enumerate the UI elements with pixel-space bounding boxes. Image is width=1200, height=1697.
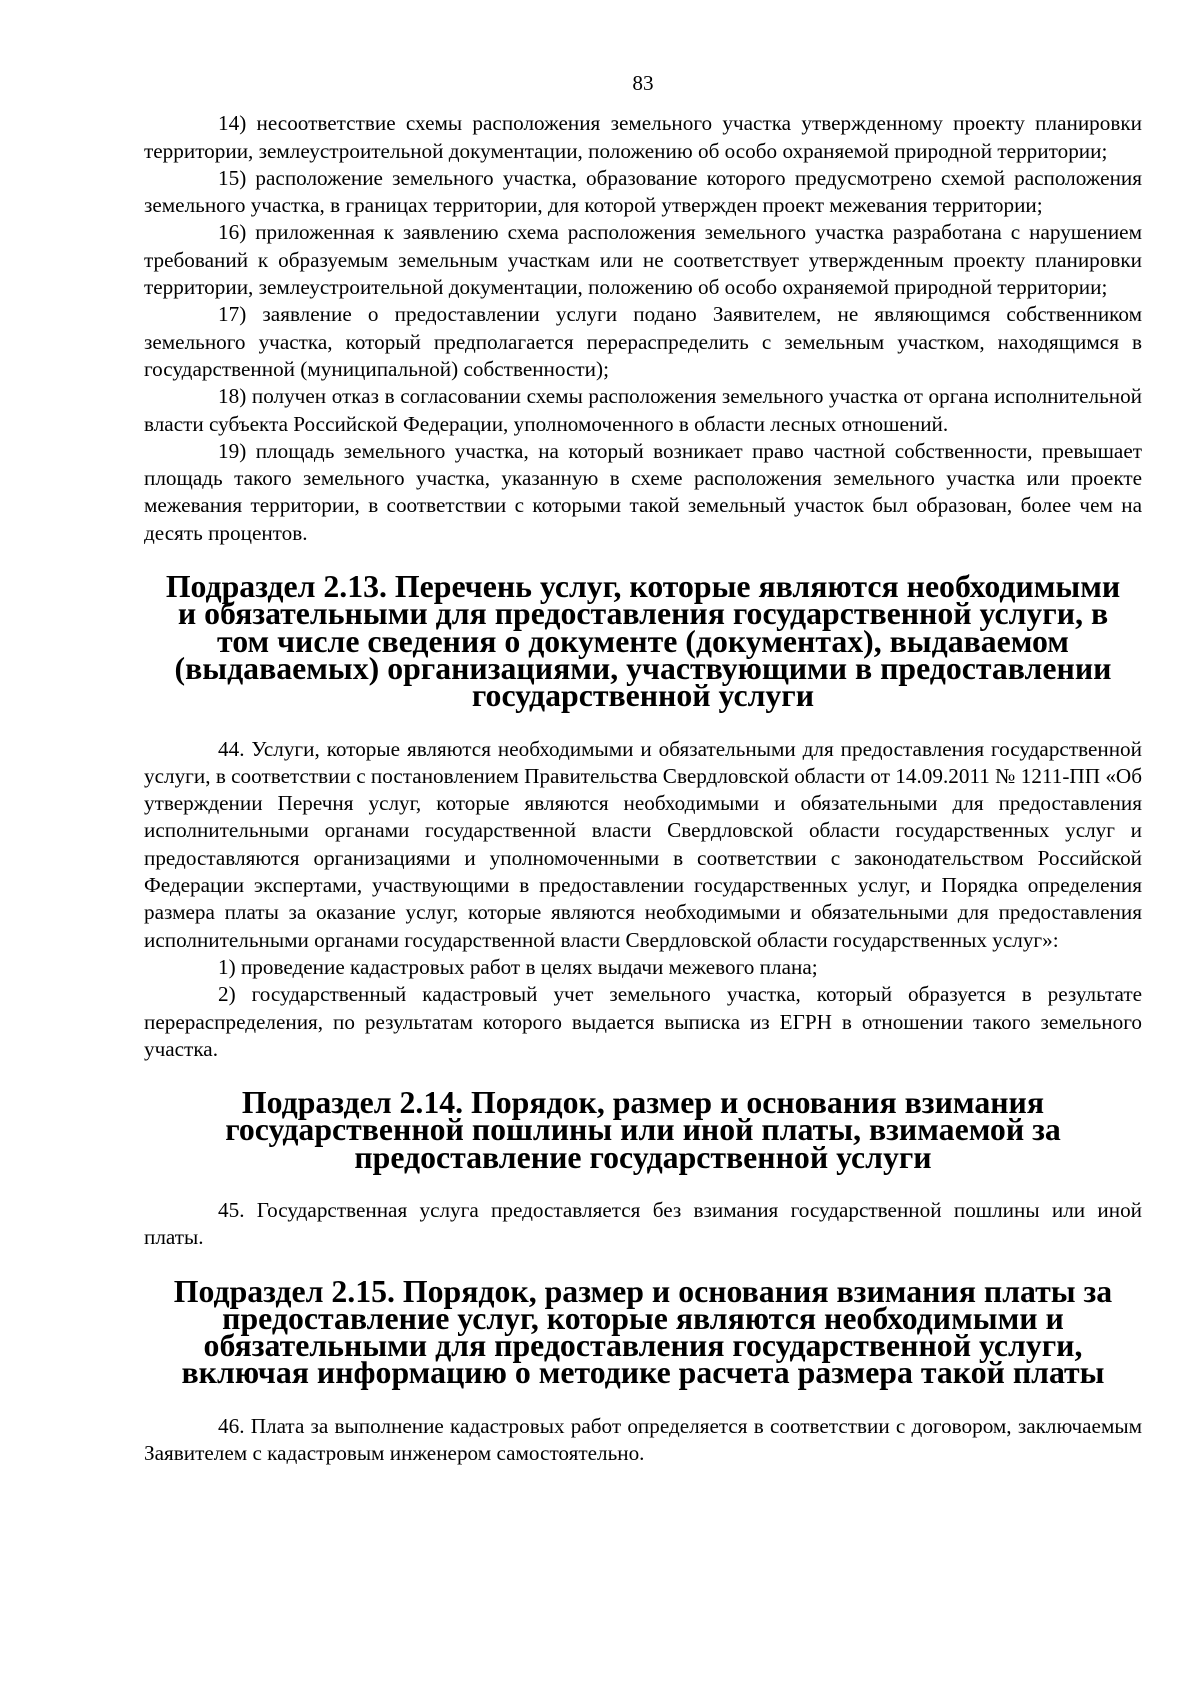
paragraph-44: 44. Услуги, которые являются необходимыми и обязательными для предоставления государственной услуги, в соответствии с постановлением Правительства Свердловской области от 14.09.2011 № 1211-ПП «Об утверждении Перечня услуг, которые являются необходимыми и обязательными для предоставления исполнительными органами государственной власти Свердловской области государственных услуг и предоставляются организациями и уполномоченными в соответствии с законодательством Российской Федерации экспертами, участвующими в предоставлении государственных услуг, и Порядка определения размера платы за оказание услуг, которые являются необходимыми и обязательными для предоставления исполнительными органами государственной власти Свердловской области государственных услуг»: [144,736,1142,952]
section-heading-2-14: Подраздел 2.14. Порядок, размер и основания взимания государственной пошлины или иной платы, взимаемой за предоставление государственной услуги [225,1085,1061,1175]
list-item-18: 18) получен отказ в согласовании схемы расположения земельного участка от органа исполнительной власти субъекта Российской Федерации, уполномоченного в области лесных отношений. [144,384,1142,436]
list-item-14: 14) несоответствие схемы расположения земельного участка утвержденному проекту планировки территории, землеустроительной документации, положению об особо охраняемой природной территории; [144,111,1142,163]
paragraph-44-item-1: 1) проведение кадастровых работ в целях выдачи межевого плана; [218,954,818,979]
paragraph-45: 45. Государственная услуга предоставляется без взимания государственной пошлины или иной платы. [144,1197,1142,1250]
paragraph-46: 46. Плата за выполнение кадастровых работ определяется в соответствии с договором, заключаемым Заявителем с кадастровым инженером самостоятельно. [144,1413,1142,1466]
list-item-19: 19) площадь земельного участка, на который возникает право частной собственности, превышает площадь такого земельного участка, указанную в схеме расположения земельного участка или проекте межевания территории, в соответствии с которыми такой земельный участок был образован, более чем на десять процентов. [144,438,1142,545]
list-item-15: 15) расположение земельного участка, образование которого предусмотрено схемой расположения земельного участка, в границах территории, для которой утвержден проект межевания территории; [144,165,1142,218]
section-heading-2-15: Подраздел 2.15. Порядок, размер и основания взимания платы за предоставление услуг, которые являются необходимыми и обязательными для предоставления государственной услуги, включая информацию о методике расчета размера такой платы [173,1273,1113,1391]
document-page [144,70,1142,1467]
page-number: 83 [632,71,654,95]
section-heading-2-13: Подраздел 2.13. Перечень услуг, которые являются необходимыми и обязательными для предоставления государственной услуги, в том числе сведения о документе (документах), выдаваемом (выдаваемых) организациями, участвующими в предоставлении государственной услуги [165,569,1121,714]
list-item-16: 16) приложенная к заявлению схема расположения земельного участка разработана с нарушением требований к образуемым земельным участкам или не соответствует утвержденным проекту планировки территории, землеустроительной документации, положению об особо охраняемой природной территории; [144,220,1142,300]
list-item-17: 17) заявление о предоставлении услуги подано Заявителем, не являющимся собственником земельного участка, который предполагается перераспределить с земельным участком, находящимся в государственной (муниципальной) собственности); [144,302,1142,381]
paragraph-44-item-2: 2) государственный кадастровый учет земельного участка, который образуется в результате перераспределения, по результатам которого выдается выписка из ЕГРН в отношении такого земельного участка. [144,982,1142,1061]
